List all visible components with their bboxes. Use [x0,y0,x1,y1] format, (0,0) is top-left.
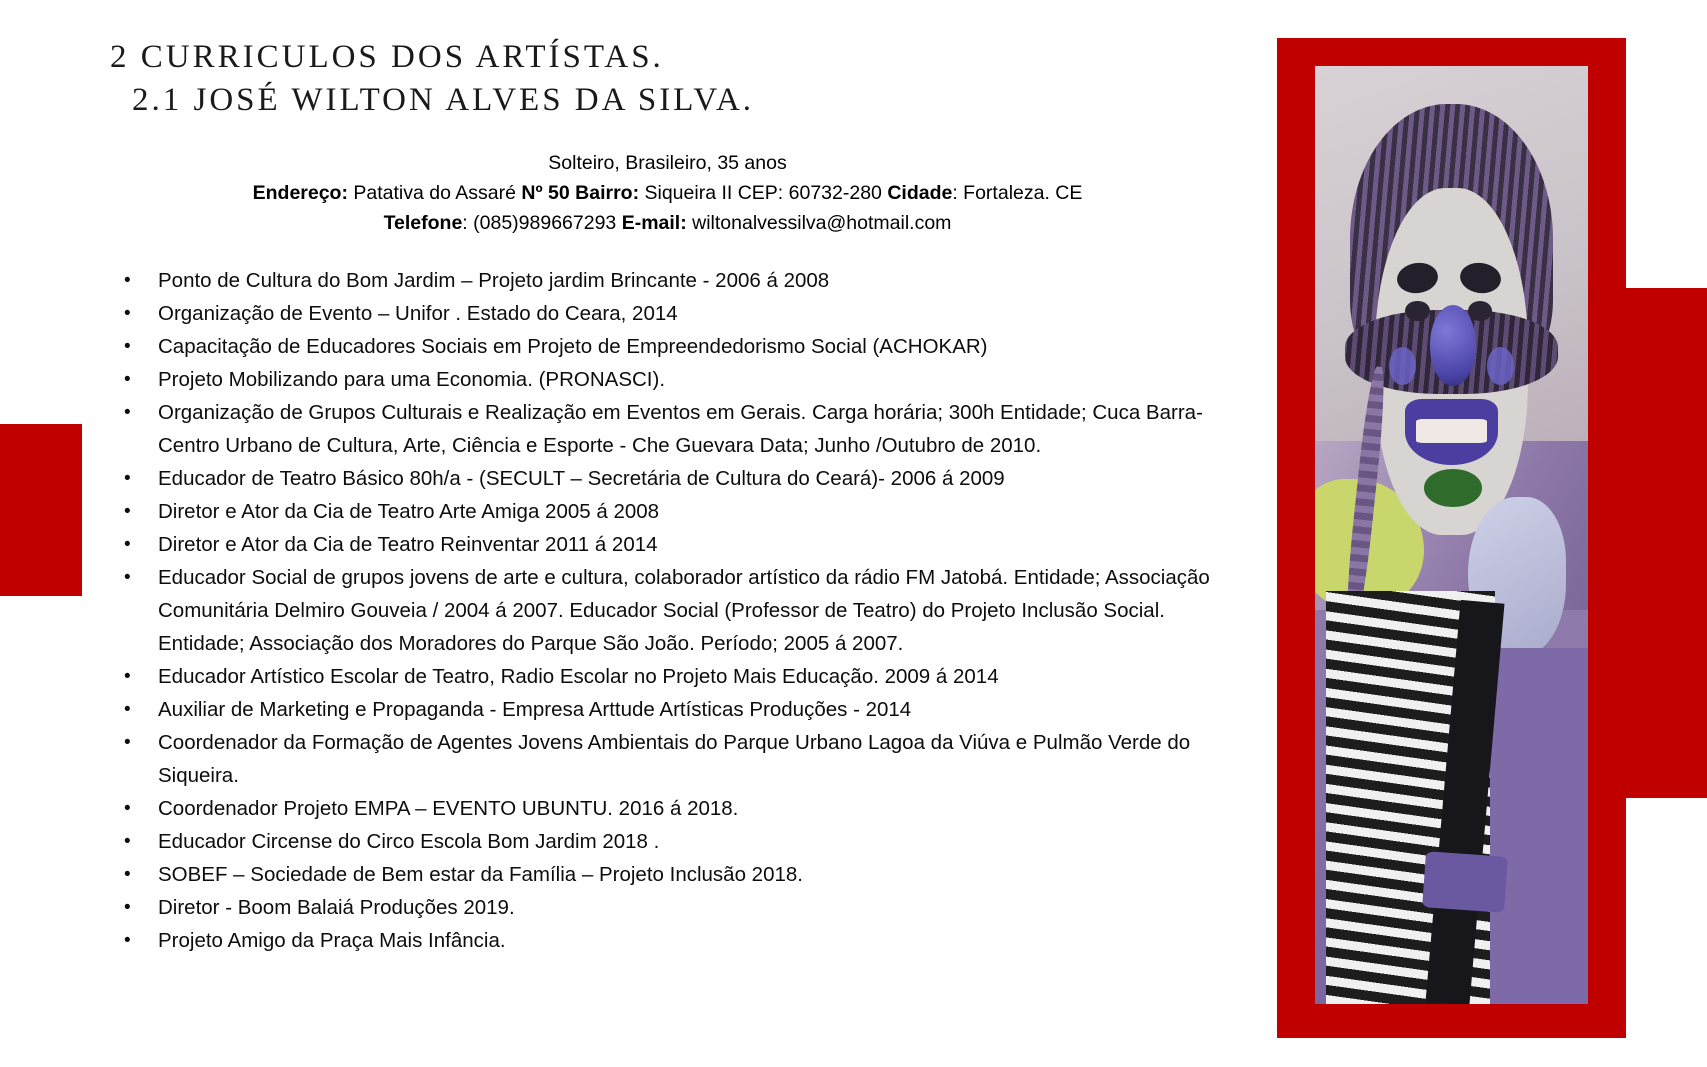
portrait-photo-frame [1277,38,1626,1038]
teeth-shape [1416,419,1487,443]
list-item: • Organização de Evento – Unifor . Estado do Ceara, 2014 [110,297,1225,330]
curriculum-list [110,264,1225,957]
label-cidade: Cidade [887,182,953,204]
decorative-red-block-left [0,424,82,596]
right-cheek-makeup-shape [1487,347,1514,385]
value-bairro: Siqueira II CEP: 60732-280 [639,182,888,204]
list-item: • Organização de Grupos Culturais e Realização em Eventos em Gerais. Carga horária; 300h Entidade; Cuca Barra- Centro Urbano de Cultura, Arte, Ciência e Esporte - Che Guevara Data; Junho /Outubro de 2010. [110,396,1225,462]
list-item: • Capacitação de Educadores Sociais em Projeto de Empreendedorismo Social (ACHOKAR) [110,330,1225,363]
list-item: • Educador Circense do Circo Escola Bom Jardim 2018 . [110,825,1225,858]
left-cheek-makeup-shape [1389,347,1416,385]
contact-line-personal: Solteiro, Brasileiro, 35 anos [548,152,787,174]
label-email: E-mail: [621,212,687,234]
label-endereco: Endereço: [252,182,348,204]
contact-block [110,148,1225,238]
value-telefone: : (085)989667293 [462,212,622,234]
list-item: • Coordenador Projeto EMPA – EVENTO UBUNTU. 2016 á 2018. [110,792,1225,825]
list-item: • Projeto Mobilizando para uma Economia. (PRONASCI). [110,363,1225,396]
portrait-photo [1315,66,1588,1004]
label-bairro: Bairro: [569,182,640,204]
right-shoulder-shape [1490,648,1588,1004]
value-endereco: Patativa do Assaré [347,182,522,204]
chin-makeup-shape [1424,469,1481,507]
decorative-red-block-right [1625,288,1707,798]
clown-nose-shape [1430,305,1476,386]
list-item: • Diretor - Boom Balaiá Produções 2019. [110,891,1225,924]
slide-heading-group [110,36,1225,122]
list-item: • Educador de Teatro Básico 80h/a - (SECULT – Secretária de Cultura do Ceará)- 2006 á 2009 [110,462,1225,495]
label-numero: Nº 50 [521,182,570,204]
contact-line-address [110,178,1225,208]
list-item: • Coordenador da Formação de Agentes Jovens Ambientais do Parque Urbano Lagoa da Viúva e Pulmão Verde do Siqueira. [110,726,1225,792]
page-subtitle: 2.1 JOSÉ WILTON ALVES DA SILVA. [132,82,755,118]
list-item: • SOBEF – Sociedade de Bem estar da Família – Projeto Inclusão 2018. [110,858,1225,891]
contact-line-phone-email [110,208,1225,238]
list-item: • Educador Social de grupos jovens de arte e cultura, colaborador artístico da rádio FM Jatobá. Entidade; Associação Comunitária Delmiro Gouveia / 2004 á 2007. Educador Social (Professor de Teatro) do Projeto Inclusão Social. Entidade; Associação dos Moradores do Parque São João. Período; 2005 á 2007. [110,561,1225,660]
list-item: • Diretor e Ator da Cia de Teatro Reinventar 2011 á 2014 [110,528,1225,561]
value-cidade: : Fortaleza. CE [952,182,1083,204]
page-title: 2 CURRICULOS DOS ARTÍSTAS. [110,39,664,75]
waist-sash-shape [1422,851,1508,913]
list-item: • Diretor e Ator da Cia de Teatro Arte Amiga 2005 á 2008 [110,495,1225,528]
left-eye-shape [1405,301,1430,322]
list-item: • Auxiliar de Marketing e Propaganda - Empresa Arttude Artísticas Produções - 2014 [110,693,1225,726]
list-item: • Projeto Amigo da Praça Mais Infância. [110,924,1225,957]
list-item: • Educador Artístico Escolar de Teatro, Radio Escolar no Projeto Mais Educação. 2009 á 2014 [110,660,1225,693]
list-item: • Ponto de Cultura do Bom Jardim – Projeto jardim Brincante - 2006 á 2008 [110,264,1225,297]
label-telefone: Telefone [383,212,463,234]
value-email: wiltonalvessilva@hotmail.com [686,212,952,234]
